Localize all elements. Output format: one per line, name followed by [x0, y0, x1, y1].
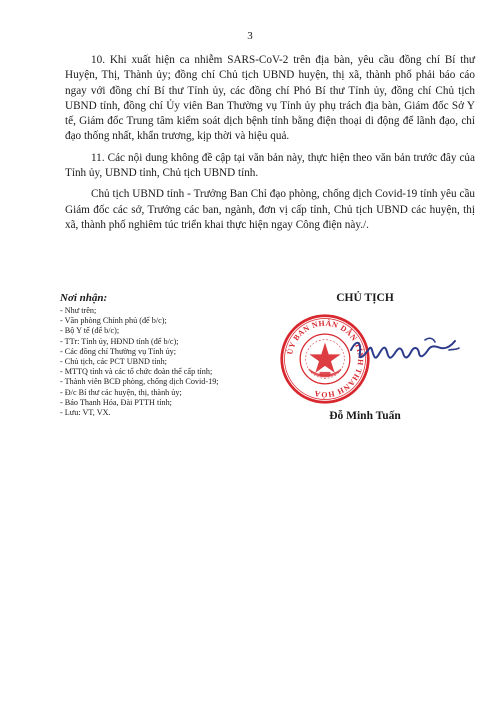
- paragraph-11: 11. Các nội dung không đề cập tại văn bản này, thực hiện theo văn bản trước đây của Tỉnh ủy, UBND tỉnh, Chủ tịch UBND tỉnh.: [65, 151, 475, 180]
- document-body: [65, 53, 475, 239]
- paragraph-10: 10. Khi xuất hiện ca nhiễm SARS-CoV-2 trên địa bàn, yêu cầu đồng chí Bí thư Huyện, Thị, Thành ủy; đồng chí Chủ tịch UBND huyện, thị xã, thành phố phải báo cáo ngay với đồng chí Bí thư Tỉnh ủy, các đồng chí Phó Bí thư Tỉnh ủy, đồng chí Chủ tịch UBND tỉnh, đồng chí Ủy viên Ban Thường vụ Tỉnh ủy phụ trách địa bàn, Giám đốc Sở Y tế, Giám đốc Trung tâm kiểm soát dịch bệnh tỉnh bằng điện thoại di động để lãnh đạo, chỉ đạo thống nhất, khẩn trương, kịp thời và hiệu quả.: [65, 54, 475, 143]
- signer-name: Đỗ Minh Tuấn: [329, 410, 401, 422]
- recipient-item: - Thành viên BCĐ phòng, chống dịch Covid-19;: [60, 377, 219, 387]
- signature-title: CHỦ TỊCH: [336, 292, 394, 304]
- svg-text:ỦY BAN NHÂN DÂN TỈNH THANH HÓA: ỦY BAN NHÂN DÂN TỈNH THANH HÓA: [285, 318, 366, 400]
- recipient-item: - Các đồng chí Thường vụ Tỉnh ủy;: [60, 346, 177, 356]
- recipient-item: - Lưu: VT, VX.: [60, 408, 111, 418]
- recipient-item: - Văn phòng Chính phủ (để b/c);: [60, 316, 167, 326]
- recipient-item: - MTTQ tỉnh và các tổ chức đoàn thể cấp tỉnh;: [60, 367, 213, 377]
- recipient-item: - Đ/c Bí thư các huyện, thị, thành ủy;: [60, 387, 182, 397]
- page-number: 3: [247, 30, 253, 42]
- recipient-item: - TTr: Tỉnh ủy, HĐND tỉnh (để b/c);: [60, 336, 179, 346]
- recipient-item: - Bộ Y tế (để b/c);: [60, 326, 120, 336]
- recipient-item: - Chủ tịch, các PCT UBND tỉnh;: [60, 357, 167, 367]
- closing-paragraph: Chủ tịch UBND tỉnh - Trưởng Ban Chỉ đạo phòng, chống dịch Covid-19 tỉnh yêu cầu Giám đốc các sở, Trưởng các ban, ngành, đơn vị cấp tỉnh, Chủ tịch UBND các huyện, thị xã, thành phố nghiêm túc triển khai thực hiện ngay Công điện này./.: [65, 188, 475, 231]
- recipients-block: [60, 292, 290, 418]
- handwritten-signature: [345, 320, 465, 380]
- recipient-item: - Như trên;: [60, 306, 97, 315]
- recipients-list: [60, 306, 290, 418]
- recipient-item: - Báo Thanh Hóa, Đài PTTH tỉnh;: [60, 397, 172, 407]
- recipients-title: Nơi nhận:: [60, 292, 108, 304]
